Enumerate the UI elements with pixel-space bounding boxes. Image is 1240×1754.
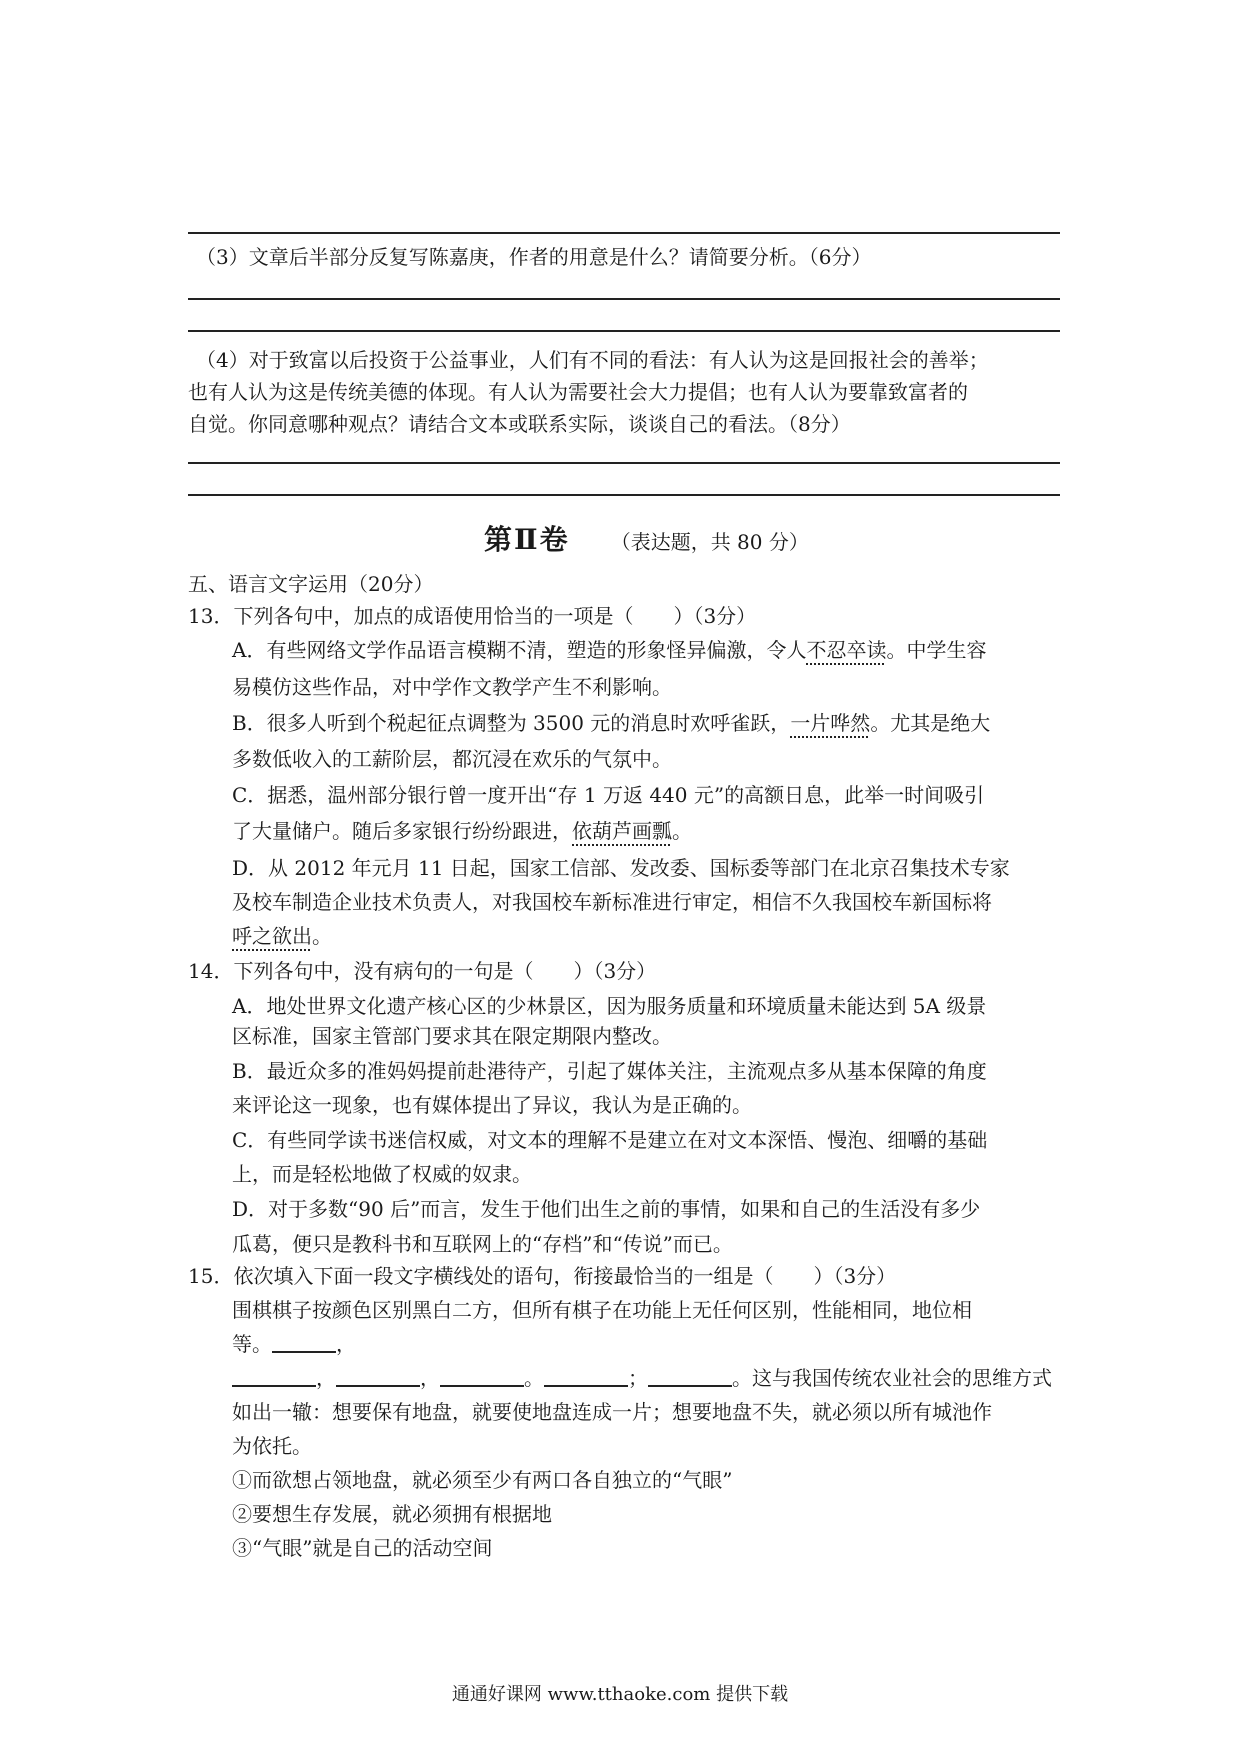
section-title-main: 第Ⅱ卷 — [484, 523, 570, 556]
q4-line-2: 也有人认为这是传统美德的体现。有人认为需要社会大力提倡；也有人认为要靠致富者的 — [188, 380, 968, 404]
q15-separator: ， — [336, 1332, 356, 1356]
q15-text: 等。 — [232, 1332, 272, 1356]
q14-option-b-line-2: 来评论这一现象，也有媒体提出了异议，我认为是正确的。 — [232, 1093, 752, 1117]
q15-option-3: ③“气眼”就是自己的活动空间 — [232, 1536, 493, 1560]
q13-option-b-line-1 — [232, 710, 990, 736]
q14-option-a-line-1: A．地处世界文化遗产核心区的少林景区，因为服务质量和环境质量未能达到 5A 级景 — [232, 994, 987, 1018]
dotted-idiom: 呼之欲出 — [232, 924, 312, 948]
q15-separator: ； — [628, 1366, 648, 1390]
q15-separator: 。 — [524, 1366, 544, 1390]
q13-a-text: A．有些网络文学作品语言模糊不清，塑造的形象怪异偏激，令人 — [232, 638, 807, 662]
q13-option-c-line-2 — [232, 818, 692, 844]
q13-option-d-line-3 — [232, 923, 332, 949]
q14-option-d-line-2: 瓜葛，便只是教科书和互联网上的“存档”和“传说”而已。 — [232, 1232, 733, 1256]
q3-text: （3）文章后半部分反复写陈嘉庚，作者的用意是什么？请简要分析。（6分） — [196, 245, 872, 269]
q13-stem: 13．下列各句中，加点的成语使用恰当的一项是（ ）（3分） — [188, 604, 757, 628]
section-title — [484, 518, 809, 558]
answer-line-q3 — [188, 298, 1060, 300]
q15-option-2: ②要想生存发展，就必须拥有根据地 — [232, 1502, 552, 1526]
q15-passage-line-3 — [232, 1365, 1052, 1391]
q13-b-text-end: 。尤其是绝大 — [870, 711, 991, 735]
fill-blank-4 — [440, 1365, 524, 1387]
q4-line-3: 自觉。你同意哪种观点？请结合文本或联系实际，谈谈自己的看法。（8分） — [188, 412, 851, 436]
q14-option-b-line-1: B．最近众多的准妈妈提前赴港待产，引起了媒体关注，主流观点多从基本保障的角度 — [232, 1059, 987, 1083]
answer-line-q4-2 — [188, 494, 1060, 496]
q14-option-d-line-1: D．对于多数“90 后”而言，发生于他们出生之前的事情，如果和自己的生活没有多少 — [232, 1197, 981, 1221]
section-title-sub: （表达题，共 80 分） — [610, 530, 809, 554]
q13-option-b-line-2: 多数低收入的工薪阶层，都沉浸在欢乐的气氛中。 — [232, 747, 672, 771]
q14-option-c-line-2: 上，而是轻松地做了权威的奴隶。 — [232, 1162, 532, 1186]
fill-blank-1 — [272, 1331, 336, 1353]
q15-stem: 15．依次填入下面一段文字横线处的语句，衔接最恰当的一组是（ ）（3分） — [188, 1264, 897, 1288]
q13-option-d-line-2: 及校车制造企业技术负责人，对我国校车新标准进行审定，相信不久我国校车新国标将 — [232, 890, 992, 914]
q13-option-a-line-2: 易模仿这些作品，对中学作文教学产生不利影响。 — [232, 675, 672, 699]
q13-d-text-end: 。 — [312, 924, 332, 948]
dotted-idiom: 一片哗然 — [790, 711, 871, 735]
rule-top — [188, 232, 1060, 234]
footer-credit: 通通好课网 www.tthaoke.com 提供下载 — [451, 1684, 789, 1705]
q15-passage-line-2 — [232, 1331, 356, 1357]
q15-option-1: ①而欲想占领地盘，就必须至少有两口各自独立的“气眼” — [232, 1468, 733, 1492]
q15-passage-line-5: 为依托。 — [232, 1434, 312, 1458]
q15-passage-line-4: 如出一辙：想要保有地盘，就要使地盘连成一片；想要地盘不失，就必须以所有城池作 — [232, 1400, 992, 1424]
q13-option-c-line-1: C．据悉，温州部分银行曾一度开出“存 1 万返 440 元”的高额日息，此举一时间吸引 — [232, 783, 985, 807]
fill-blank-6 — [648, 1365, 732, 1387]
q14-option-c-line-1: C．有些同学读书迷信权威，对文本的理解不是建立在对文本深悟、慢泡、细嚼的基础 — [232, 1128, 988, 1152]
fill-blank-5 — [544, 1365, 628, 1387]
q15-text: 。这与我国传统农业社会的思维方式 — [732, 1366, 1052, 1390]
dotted-idiom: 依葫芦画瓢 — [572, 819, 672, 843]
q4-line-1: （4）对于致富以后投资于公益事业，人们有不同的看法：有人认为这是回报社会的善举； — [196, 348, 989, 372]
q15-separator: ， — [316, 1366, 336, 1390]
q13-option-a-line-1 — [232, 637, 986, 663]
q14-option-a-line-2: 区标准，国家主管部门要求其在限定期限内整改。 — [232, 1024, 672, 1048]
q13-option-d-line-1: D．从 2012 年元月 11 日起，国家工信部、发改委、国标委等部门在北京召集技术专家 — [232, 856, 1010, 880]
q15-passage-line-1: 围棋棋子按颜色区别黑白二方，但所有棋子在功能上无任何区别，性能相同，地位相 — [232, 1298, 972, 1322]
fill-blank-2 — [232, 1365, 316, 1387]
q13-c-text: 了大量储户。随后多家银行纷纷跟进， — [232, 819, 572, 843]
q13-b-text: B．很多人听到个税起征点调整为 3500 元的消息时欢呼雀跃， — [232, 711, 791, 735]
rule-q4-top — [188, 330, 1060, 332]
q13-a-text-end: 。中学生容 — [886, 638, 987, 662]
q14-stem: 14．下列各句中，没有病句的一句是（ ）（3分） — [188, 959, 657, 983]
dotted-idiom: 不忍卒读 — [806, 638, 887, 662]
q15-separator: ， — [420, 1366, 440, 1390]
answer-line-q4-1 — [188, 462, 1060, 464]
fill-blank-3 — [336, 1365, 420, 1387]
q13-c-text-end: 。 — [672, 819, 692, 843]
part5-heading: 五、语言文字运用（20分） — [188, 572, 434, 596]
